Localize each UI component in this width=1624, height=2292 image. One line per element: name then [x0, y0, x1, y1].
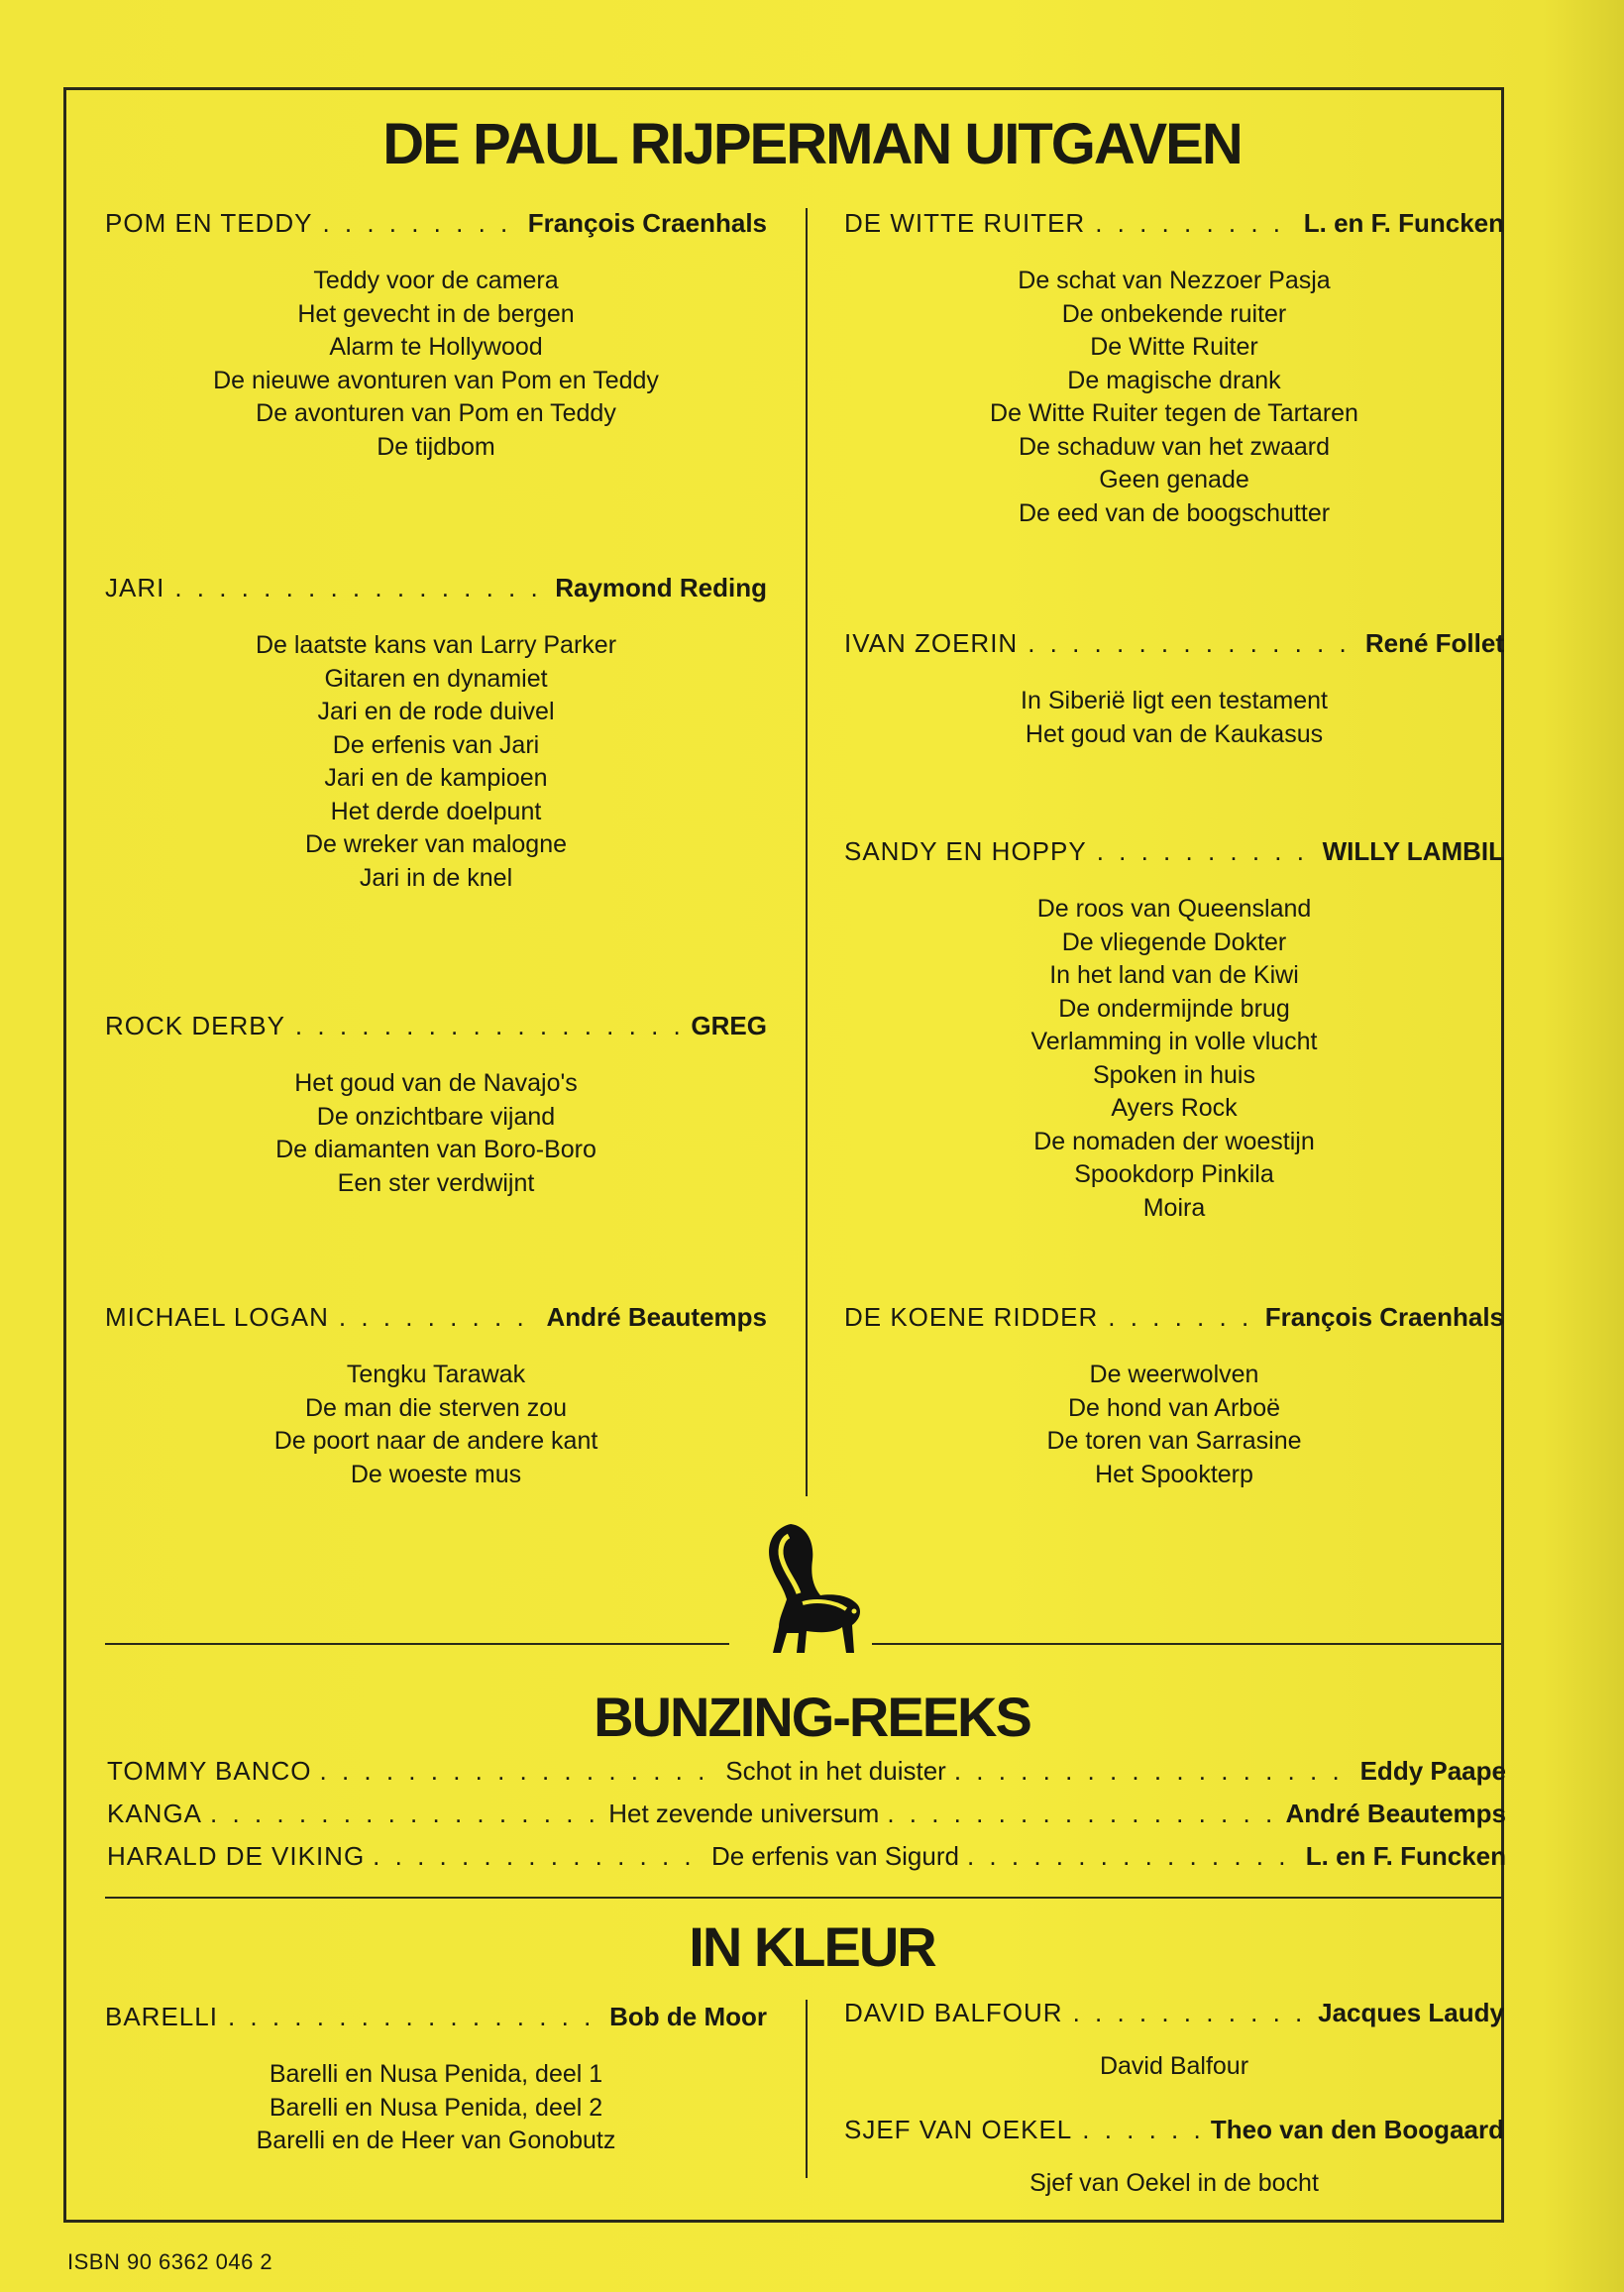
series-name: TOMMY BANCO [107, 1756, 312, 1786]
series-header [844, 836, 1504, 867]
album-list [105, 2058, 767, 2158]
album-title: Het zevende universum [608, 1799, 880, 1828]
series-sjef-van-oekel [844, 2115, 1504, 2201]
list-item: Geen genade [1099, 466, 1249, 493]
leader-dots [373, 1841, 704, 1872]
leader-dots [1095, 208, 1294, 239]
series-name: ROCK DERBY [105, 1011, 285, 1040]
series-name: DE KOENE RIDDER [844, 1302, 1099, 1332]
list-item: Sjef van Oekel in de bocht [1029, 2169, 1319, 2197]
series-author: René Follet [1364, 628, 1504, 658]
list-item: Tengku Tarawak [346, 1361, 526, 1388]
list-item: Een ster verdwijnt [337, 1168, 535, 1197]
album-list [844, 1359, 1504, 1491]
list-item: De wreker van malogne [304, 830, 567, 858]
list-item: In Siberië ligt een testament [1021, 687, 1328, 714]
album-list [844, 2167, 1504, 2201]
album-list [105, 1359, 767, 1491]
isbn-number: ISBN 90 6362 046 2 [67, 2249, 273, 2274]
series-header [105, 1011, 767, 1041]
list-item: De Witte Ruiter [1090, 333, 1258, 361]
series-author: Bob de Moor [609, 2002, 767, 2031]
album-title: De erfenis van Sigurd [710, 1841, 959, 1871]
list-item: Teddy voor de camera [313, 267, 559, 294]
leader-dots [1108, 1302, 1254, 1333]
series-name: MICHAEL LOGAN [105, 1302, 329, 1332]
list-item: De onbekende ruiter [1061, 299, 1287, 328]
list-item: Jari en de rode duivel [317, 698, 555, 725]
list-item: Het derde doelpunt [330, 797, 542, 825]
skunk-logo-icon [743, 1516, 872, 1665]
list-item: Barelli en de Heer van Gonobutz [256, 2127, 616, 2154]
series-header [105, 573, 767, 603]
list-item: De ondermijnde brug [1058, 994, 1290, 1023]
list-item: De laatste kans van Larry Parker [255, 631, 617, 659]
series-sandy-en-hoppy [844, 836, 1504, 1225]
leader-dots [174, 573, 545, 603]
series-name: HARALD DE VIKING [107, 1841, 366, 1871]
album-list [844, 893, 1504, 1225]
list-item: David Balfour [1099, 2052, 1249, 2080]
series-header [844, 208, 1504, 239]
series-name: BARELLI [105, 2002, 218, 2031]
list-item: De weerwolven [1089, 1361, 1259, 1388]
album-list [844, 2050, 1504, 2084]
series-author: L. en F. Funcken [1303, 208, 1504, 238]
series-name: SJEF VAN OEKEL [844, 2115, 1073, 2144]
series-author: L. en F. Funcken [1305, 1841, 1507, 1871]
album-list [105, 1067, 767, 1200]
series-author: GREG [691, 1011, 767, 1040]
series-jari [105, 573, 767, 895]
leader-dots [1028, 628, 1355, 659]
series-author: François Craenhals [527, 208, 767, 238]
list-item: De magische drank [1067, 366, 1281, 394]
list-item: De schaduw van het zwaard [1018, 432, 1331, 461]
list-item: De woeste mus [350, 1460, 522, 1488]
series-author: Raymond Reding [555, 573, 767, 602]
list-item: De nomaden der woestijn [1033, 1127, 1315, 1155]
divider-line [105, 1897, 1504, 1899]
series-author: François Craenhals [1264, 1302, 1504, 1332]
list-item: De roos van Queensland [1036, 895, 1312, 923]
series-name: JARI [105, 573, 165, 602]
kleur-title: IN KLEUR [689, 1915, 935, 1978]
leader-dots [1097, 836, 1313, 867]
list-item: Gitaren en dynamiet [324, 664, 548, 693]
series-header [105, 1302, 767, 1333]
list-item: De vliegende Dokter [1061, 928, 1287, 956]
leader-dots [295, 1011, 682, 1041]
divider-line [872, 1643, 1504, 1645]
series-rock-derby [105, 1011, 767, 1200]
series-header [105, 208, 767, 239]
series-name: SANDY EN HOPPY [844, 836, 1087, 866]
list-item: De poort naar de andere kant [273, 1427, 598, 1455]
leader-dots [967, 1841, 1298, 1872]
bunzing-title: BUNZING-REEKS [594, 1686, 1030, 1748]
series-author: Jacques Laudy [1318, 1998, 1504, 2027]
page-title: DE PAUL RIJPERMAN UITGAVEN [382, 112, 1242, 176]
list-item: De onzichtbare vijand [316, 1102, 556, 1131]
list-item: Ayers Rock [1111, 1094, 1238, 1122]
list-item: Moira [1142, 1193, 1206, 1222]
series-header [844, 1302, 1504, 1333]
series-author: André Beautemps [546, 1302, 767, 1332]
series-author: André Beautemps [1285, 1799, 1507, 1828]
list-item: Barelli en Nusa Penida, deel 2 [269, 2093, 603, 2122]
series-name: IVAN ZOERIN [844, 628, 1019, 658]
series-header [844, 1998, 1504, 2028]
list-item: De nieuwe avonturen van Pom en Teddy [213, 366, 659, 394]
list-item: In het land van de Kiwi [1049, 961, 1299, 989]
series-author: Eddy Paape [1359, 1756, 1506, 1786]
album-list [105, 629, 767, 895]
series-michael-logan [105, 1302, 767, 1491]
leader-dots [210, 1799, 600, 1829]
series-name: DAVID BALFOUR [844, 1998, 1063, 2027]
album-list [844, 265, 1504, 530]
list-item: Alarm te Hollywood [329, 333, 543, 361]
series-de-koene-ridder [844, 1302, 1504, 1491]
list-item: Barelli en Nusa Penida, deel 1 [269, 2060, 603, 2088]
leader-dots [320, 1756, 718, 1787]
list-item: De diamanten van Boro-Boro [275, 1136, 596, 1163]
album-list [105, 265, 767, 464]
divider-line [105, 1643, 729, 1645]
series-header [105, 2002, 767, 2032]
list-item: Het goud van de Kaukasus [1025, 719, 1324, 748]
list-item: De avonturen van Pom en Teddy [256, 399, 616, 427]
series-name: POM EN TEDDY [105, 208, 313, 238]
series-name: KANGA [107, 1799, 203, 1828]
list-item: De toren van Sarrasine [1046, 1427, 1302, 1455]
series-header [844, 2115, 1504, 2145]
leader-dots [228, 2002, 599, 2032]
list-item: Spoken in huis [1092, 1060, 1255, 1089]
series-de-witte-ruiter [844, 208, 1504, 530]
list-item: Het gevecht in de bergen [297, 299, 575, 328]
leader-dots [1073, 1998, 1309, 2028]
album-title: Schot in het duister [725, 1756, 946, 1786]
list-item: Verlamming in volle vlucht [1030, 1028, 1318, 1055]
list-item: Het goud van de Navajo's [294, 1069, 578, 1097]
list-item: Jari en de kampioen [324, 764, 548, 792]
leader-dots [1082, 2115, 1201, 2145]
list-item: De schat van Nezzoer Pasja [1018, 267, 1331, 294]
list-item: De tijdbom [377, 432, 495, 461]
album-list [844, 685, 1504, 751]
leader-dots [322, 208, 517, 239]
list-item: De hond van Arboë [1067, 1393, 1281, 1422]
list-item: De erfenis van Jari [332, 730, 540, 759]
series-author: WILLY LAMBIL [1322, 836, 1504, 866]
bunzing-row [107, 1799, 1506, 1829]
bunzing-row [107, 1756, 1506, 1787]
leader-dots [887, 1799, 1277, 1829]
series-barelli [105, 2002, 767, 2158]
leader-dots [339, 1302, 537, 1333]
list-item: De man die sterven zou [304, 1393, 568, 1422]
series-pom-en-teddy [105, 208, 767, 464]
list-item: De Witte Ruiter tegen de Tartaren [990, 399, 1358, 427]
list-item: Jari in de knel [359, 863, 513, 892]
series-name: DE WITTE RUITER [844, 208, 1086, 238]
column-divider [806, 208, 808, 1496]
leader-dots [954, 1756, 1353, 1787]
series-ivan-zoerin [844, 628, 1504, 751]
bunzing-row [107, 1841, 1506, 1872]
series-header [844, 628, 1504, 659]
list-item: Het Spookterp [1095, 1460, 1253, 1488]
list-item: De eed van de boogschutter [1018, 498, 1331, 527]
column-divider [806, 2000, 808, 2178]
series-author: Theo van den Boogaard [1210, 2115, 1504, 2144]
series-david-balfour [844, 1998, 1504, 2084]
list-item: Spookdorp Pinkila [1074, 1160, 1274, 1188]
